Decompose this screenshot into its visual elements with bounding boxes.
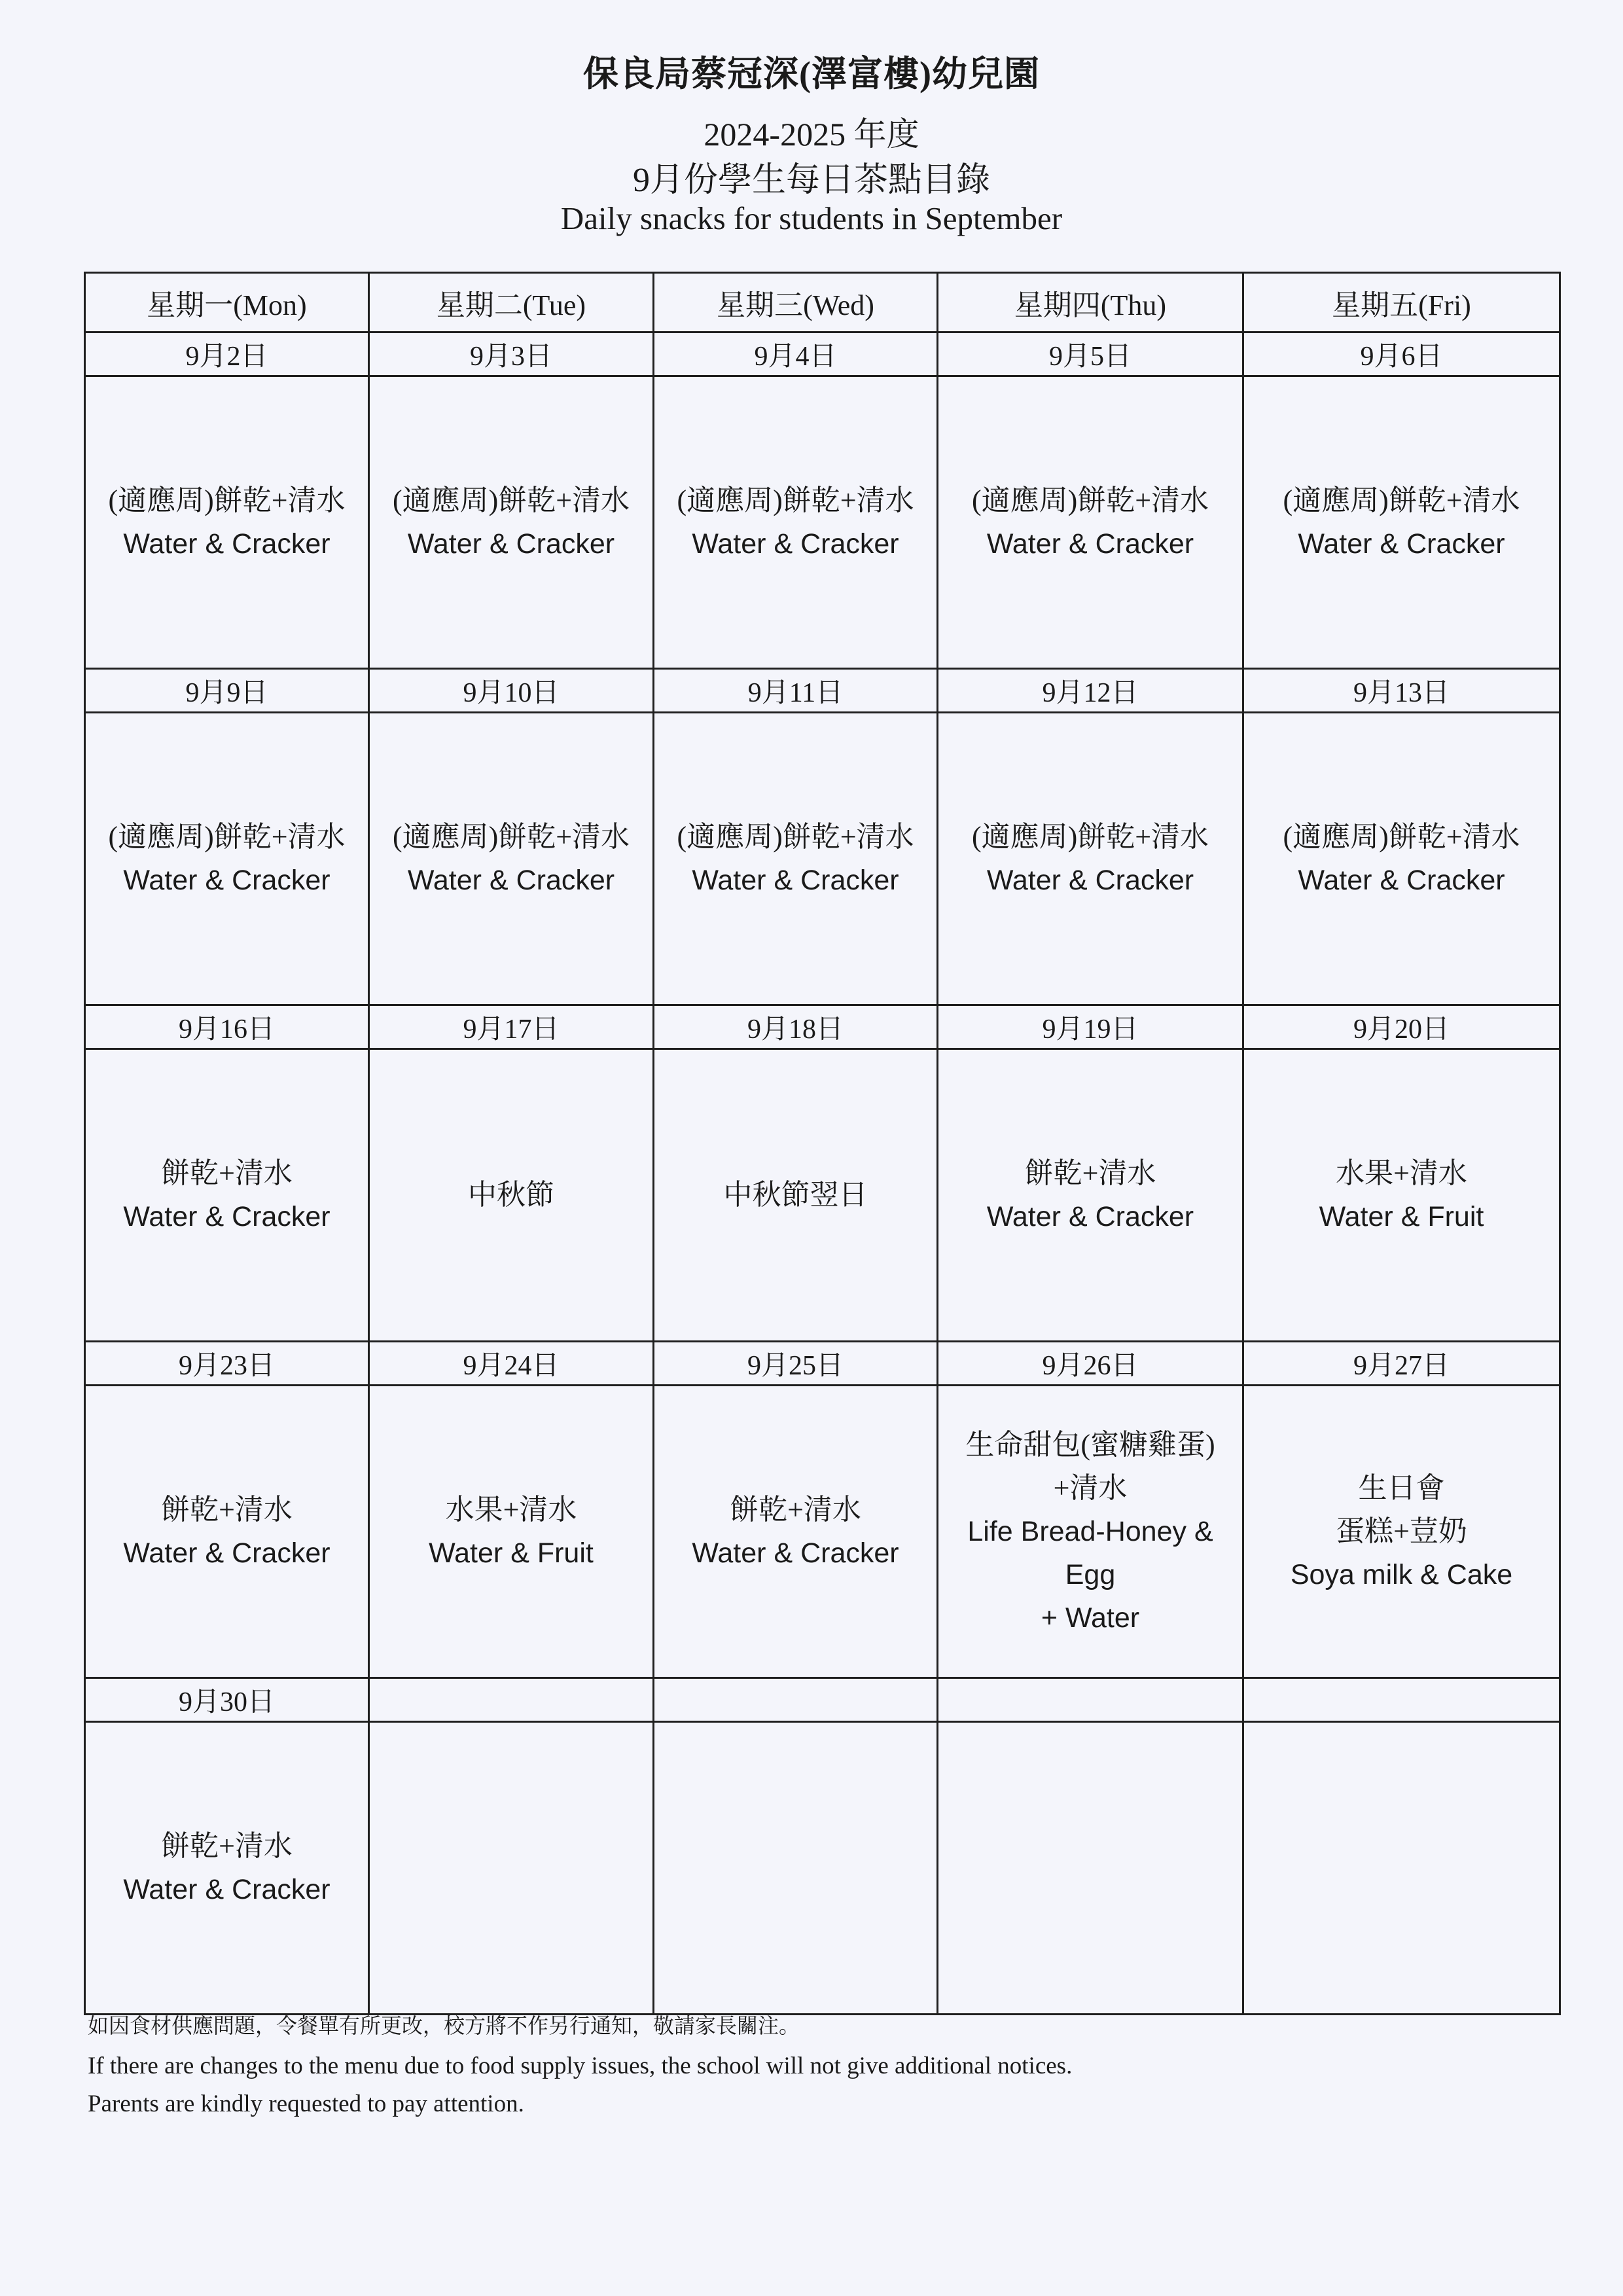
snack-line: (適應周)餅乾+清水 [392, 484, 630, 516]
snack-cell [1243, 1722, 1560, 2015]
snack-line: Egg [1065, 1559, 1116, 1590]
snack-cell [654, 713, 938, 1005]
snack-line: Water & Fruit [1319, 1201, 1484, 1232]
snack-cell [85, 713, 369, 1005]
snack-line: Water & Cracker [986, 1201, 1194, 1232]
snack-line: Water & Cracker [986, 865, 1194, 896]
snack-line: (適應周)餅乾+清水 [392, 821, 630, 853]
snack-line: 中秋節 [468, 1179, 554, 1211]
snack-cell [369, 1386, 654, 1678]
date-row [85, 332, 1560, 376]
snack-line: (適應周)餅乾+清水 [1283, 484, 1520, 516]
snack-line: 餅乾+清水 [161, 1830, 293, 1862]
snack-line: (適應周)餅乾+清水 [108, 484, 346, 516]
snack-line: Water & Cracker [1298, 528, 1505, 560]
snack-cell [85, 1049, 369, 1342]
school-title: 保良局蔡冠深(澤富樓)幼兒園 [583, 54, 1040, 94]
snack-cell [654, 1049, 938, 1342]
weekday-header: 星期一(Mon) [85, 273, 369, 332]
snack-line: (適應周)餅乾+清水 [971, 821, 1209, 853]
snack-cell [938, 1049, 1243, 1342]
snack-line: 生日會 [1358, 1472, 1445, 1504]
school-year: 2024-2025 年度 [704, 116, 919, 152]
date-cell [1243, 1678, 1560, 1722]
snack-line: Water & Cracker [407, 865, 615, 896]
footer-note-en-1: If there are changes to the menu due to food supply issues, the school will not give additional notices. [88, 2053, 1073, 2079]
snack-line: (適應周)餅乾+清水 [677, 484, 914, 516]
snack-cell [654, 1386, 938, 1678]
snack-row [85, 713, 1560, 1005]
date-cell: 9月17日 [369, 1005, 654, 1049]
date-cell: 9月3日 [369, 332, 654, 376]
snack-cell [1243, 1386, 1560, 1678]
snack-row [85, 1049, 1560, 1342]
date-cell: 9月27日 [1243, 1342, 1560, 1386]
snack-line: Water & Cracker [692, 1537, 899, 1569]
snack-line: (適應周)餅乾+清水 [108, 821, 346, 853]
weekday-header: 星期五(Fri) [1243, 273, 1560, 332]
snack-cell [1243, 1049, 1560, 1342]
schedule-body [85, 332, 1560, 2015]
snack-line: (適應周)餅乾+清水 [677, 821, 914, 853]
snack-line: Water & Cracker [123, 528, 330, 560]
snack-line: Water & Cracker [123, 1537, 330, 1569]
weekday-header: 星期二(Tue) [369, 273, 654, 332]
snack-line: Water & Cracker [407, 528, 615, 560]
menu-subtitle-en: Daily snacks for students in September [560, 200, 1063, 236]
snack-line: Water & Cracker [123, 1874, 330, 1905]
date-cell: 9月11日 [654, 669, 938, 713]
snack-cell [1243, 713, 1560, 1005]
snack-line: 蛋糕+荳奶 [1336, 1515, 1467, 1547]
date-cell: 9月16日 [85, 1005, 369, 1049]
date-cell: 9月24日 [369, 1342, 654, 1386]
snack-line: Life Bread-Honey & [967, 1516, 1213, 1547]
date-row [85, 1005, 1560, 1049]
snack-cell [369, 1049, 654, 1342]
snack-cell [938, 713, 1243, 1005]
snack-row [85, 376, 1560, 669]
date-cell [369, 1678, 654, 1722]
weekday-header: 星期三(Wed) [654, 273, 938, 332]
snack-line: 餅乾+清水 [161, 1494, 293, 1526]
date-cell: 9月20日 [1243, 1005, 1560, 1049]
date-cell: 9月30日 [85, 1678, 369, 1722]
snack-cell [938, 376, 1243, 669]
date-cell: 9月26日 [938, 1342, 1243, 1386]
snack-line: Water & Cracker [123, 1201, 330, 1232]
footer-note-en-2: Parents are kindly requested to pay attention. [88, 2090, 524, 2117]
date-cell: 9月18日 [654, 1005, 938, 1049]
date-row [85, 1678, 1560, 1722]
snack-cell [85, 1722, 369, 2015]
snack-line: Water & Fruit [429, 1537, 594, 1569]
date-cell: 9月13日 [1243, 669, 1560, 713]
snack-row [85, 1722, 1560, 2015]
date-cell [938, 1678, 1243, 1722]
snack-line: Soya milk & Cake [1290, 1559, 1513, 1590]
weekday-header-row [85, 273, 1560, 332]
date-cell: 9月23日 [85, 1342, 369, 1386]
date-cell: 9月2日 [85, 332, 369, 376]
snack-line: 生命甜包(蜜糖雞蛋) [965, 1429, 1215, 1461]
snack-line: 餅乾+清水 [730, 1494, 861, 1526]
snack-line: + Water [1041, 1602, 1140, 1634]
footer-note-zh: 如因食材供應問題，令餐單有所更改，校方將不作另行通知，敬請家長關注。 [88, 2014, 800, 2037]
snack-cell [369, 713, 654, 1005]
snack-line: Water & Cracker [692, 865, 899, 896]
snack-line: Water & Cracker [123, 865, 330, 896]
snack-line: Water & Cracker [986, 528, 1194, 560]
snack-line: 餅乾+清水 [161, 1157, 293, 1189]
snack-line: (適應周)餅乾+清水 [971, 484, 1209, 516]
menu-subtitle: 9月份學生每日茶點目錄 [632, 162, 990, 199]
weekday-header: 星期四(Thu) [938, 273, 1243, 332]
date-cell: 9月9日 [85, 669, 369, 713]
date-cell: 9月4日 [654, 332, 938, 376]
snack-line: 中秋節翌日 [723, 1179, 868, 1211]
snack-line: (適應周)餅乾+清水 [1283, 821, 1520, 853]
footer-notice [88, 2009, 1527, 2123]
date-cell: 9月6日 [1243, 332, 1560, 376]
snack-line: 水果+清水 [445, 1494, 577, 1526]
date-row [85, 1342, 1560, 1386]
snack-cell [654, 376, 938, 669]
snack-line: Water & Cracker [1298, 865, 1505, 896]
snack-cell [654, 1722, 938, 2015]
snack-line: 水果+清水 [1336, 1157, 1467, 1189]
snack-cell [369, 1722, 654, 2015]
snack-cell [1243, 376, 1560, 669]
date-row [85, 669, 1560, 713]
snack-line: 餅乾+清水 [1024, 1157, 1156, 1189]
snack-cell [938, 1722, 1243, 2015]
snack-cell [938, 1386, 1243, 1678]
snack-cell [85, 1386, 369, 1678]
snack-line: Water & Cracker [692, 528, 899, 560]
snack-schedule-table [84, 272, 1561, 2015]
snack-row [85, 1386, 1560, 1678]
date-cell: 9月10日 [369, 669, 654, 713]
date-cell: 9月19日 [938, 1005, 1243, 1049]
date-cell: 9月5日 [938, 332, 1243, 376]
snack-line: +清水 [1053, 1472, 1128, 1504]
snack-cell [85, 376, 369, 669]
date-cell: 9月12日 [938, 669, 1243, 713]
date-cell: 9月25日 [654, 1342, 938, 1386]
snack-cell [369, 376, 654, 669]
date-cell [654, 1678, 938, 1722]
